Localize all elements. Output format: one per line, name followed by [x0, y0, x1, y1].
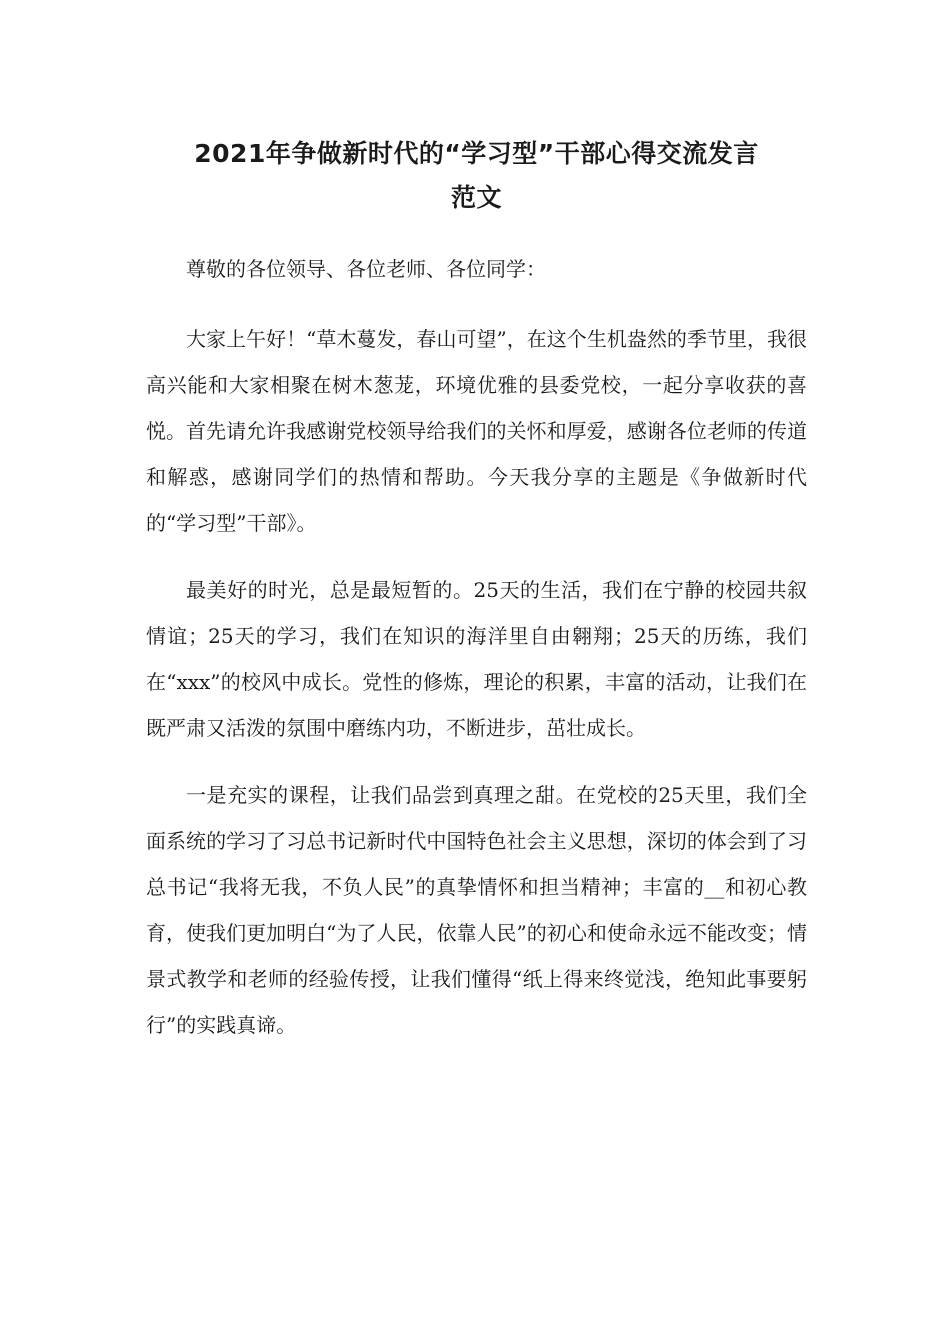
- paragraph-courses: 一是充实的课程，让我们品尝到真理之甜。在党校的25天里，我们全面系统的学习了习总书记新时代中国特色社会主义思想，深切的体会到了习总书记“我将无我，不负人民”的真挚情怀和担当精神；丰富的__和初心教育，使我们更加明白“为了人民，依靠人民”的初心和使命永远不能改变；情景式教学和老师的经验传授，让我们懂得“纸上得来终觉浅，绝知此事要躬行”的实践真谛。: [146, 783, 807, 1037]
- title-line-1: 2021年争做新时代的“学习型”干部心得交流发言: [194, 139, 759, 168]
- paragraph-greeting: 大家上午好！“草木蔓发，春山可望”，在这个生机盎然的季节里，我很高兴能和大家相聚在树木葱茏，环境优雅的县委党校，一起分享收获的喜悦。首先请允许我感谢党校领导给我们的关怀和厚爱，感谢各位老师的传道和解惑，感谢同学们的热情和帮助。今天我分享的主题是《争做新时代的“学习型”干部》。: [146, 327, 807, 535]
- paragraph-time: 最美好的时光，总是最短暂的。25天的生活，我们在宁静的校园共叙情谊；25天的学习，我们在知识的海洋里自由翱翔；25天的历练，我们在“xxx”的校风中成长。党性的修炼，理论的积累，丰富的活动，让我们在既严肃又活泼的氛围中磨练内功，不断进步，茁壮成长。: [146, 578, 807, 740]
- document-title: [146, 132, 807, 220]
- salutation: 尊敬的各位领导、各位老师、各位同学：: [186, 257, 546, 281]
- title-line-2: 范文: [450, 183, 502, 212]
